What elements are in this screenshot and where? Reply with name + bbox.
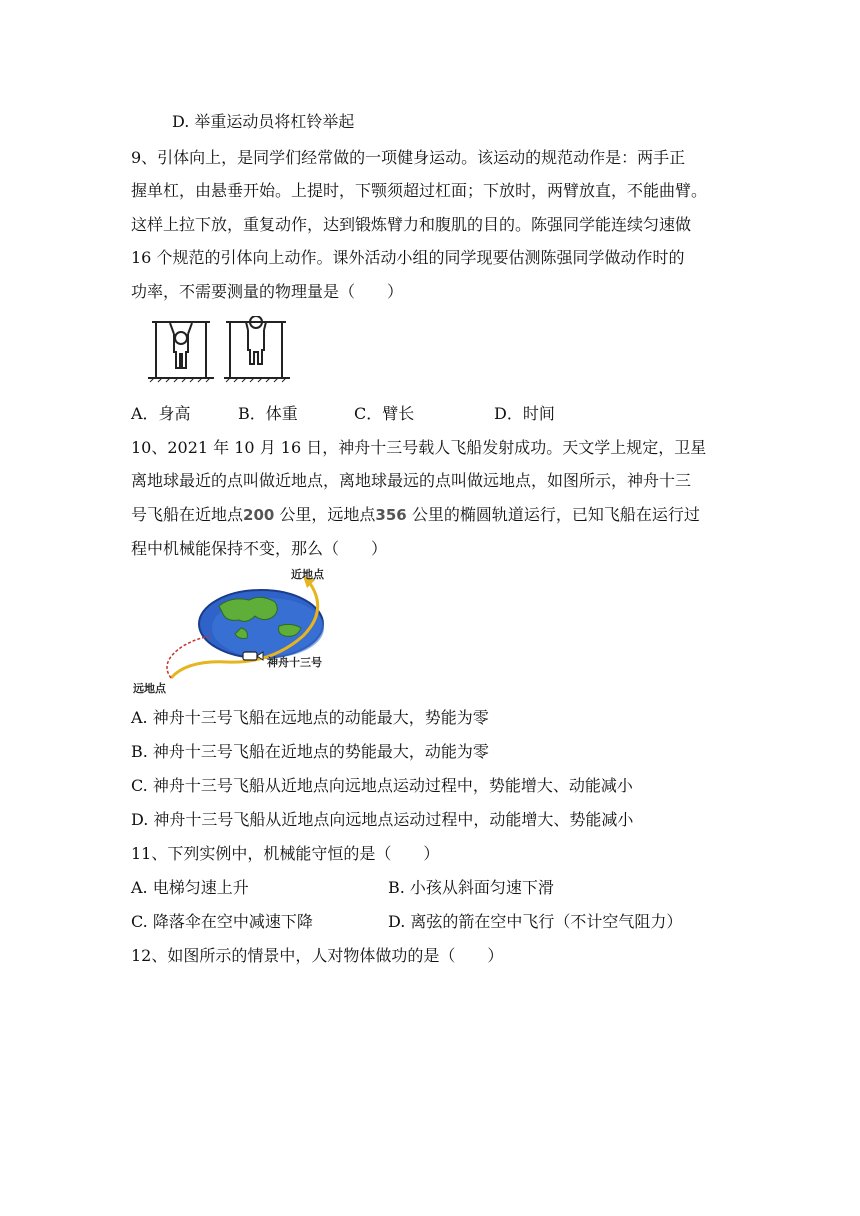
q9-option-a[interactable]: A．身高 [131, 404, 191, 423]
perigee-distance-value: 200 [243, 506, 275, 524]
q9-stem-line: 16 个规范的引体向上动作。课外活动小组的同学现要估测陈强同学做动作时的 [131, 248, 685, 267]
q9-option-d[interactable]: D．时间 [494, 404, 555, 423]
q11-option-d[interactable]: D. 离弦的箭在空中飞行（不计空气阻力） [388, 912, 683, 931]
q9-option-c[interactable]: C．臂长 [354, 404, 415, 423]
perigee-label: 近地点 [291, 568, 324, 581]
q10-stem-line: 离地球最近的点叫做近地点，离地球最远的点叫做远地点，如图所示，神舟十三 [131, 471, 692, 490]
q10-stem-line [131, 505, 700, 525]
spacecraft-label: 神舟十三号 [267, 656, 322, 669]
q11-option-a[interactable]: A. 电梯匀速上升 [131, 878, 249, 897]
orbit-figure [131, 566, 371, 694]
q11-option-c[interactable]: C. 降落伞在空中减速下降 [131, 912, 313, 931]
q10-stem-line: 10、2021 年 10 月 16 日，神舟十三号载人飞船发射成功。天文学上规定，卫星 [131, 438, 707, 457]
q9-option-b[interactable]: B．体重 [238, 404, 298, 423]
q10-option-b[interactable]: B. 神舟十三号飞船在近地点的势能最大，动能为零 [131, 742, 489, 761]
q10-option-d[interactable]: D. 神舟十三号飞船从近地点向远地点运动过程中，动能增大、势能减小 [131, 810, 634, 829]
orbit-path [167, 636, 211, 678]
q11-stem: 11、下列实例中，机械能守恒的是（ ） [131, 844, 440, 863]
q11-option-b[interactable]: B. 小孩从斜面匀速下滑 [388, 878, 554, 897]
earth-land [219, 597, 277, 621]
pull-up-frame-hanging [148, 322, 214, 378]
apogee-label: 远地点 [133, 682, 166, 694]
q10-text: 公里的椭圆轨道运行，已知飞船在运行过 [406, 505, 700, 524]
q8-option-d: D. 举重运动员将杠铃举起 [172, 112, 355, 131]
q9-stem-line: 9、引体向上，是同学们经常做的一项健身运动。该运动的规范动作是：两手正 [131, 148, 686, 167]
q9-stem-line: 握单杠，由悬垂开始。上提时，下颚须超过杠面；下放时，两臂放直，不能曲臂。 [131, 181, 708, 200]
q12-stem: 12、如图所示的情景中，人对物体做功的是（ ） [131, 946, 504, 965]
q10-text: 号飞船在近地点 [131, 505, 244, 524]
apogee-distance-value: 356 [375, 506, 407, 524]
q10-option-a[interactable]: A. 神舟十三号飞船在远地点的动能最大，势能为零 [131, 708, 489, 727]
q9-stem-line: 功率，不需要测量的物理量是（ ） [131, 282, 404, 301]
pull-up-figure [146, 316, 296, 386]
q9-stem-line: 这样上拉下放，重复动作，达到锻炼臂力和腹肌的目的。陈强同学能连续匀速做 [131, 215, 692, 234]
q10-option-c[interactable]: C. 神舟十三号飞船从近地点向远地点运动过程中，势能增大、动能减小 [131, 776, 633, 795]
pull-up-frame-raised [224, 316, 290, 378]
q10-text: 公里，远地点 [274, 505, 376, 524]
q10-stem-line: 程中机械能保持不变，那么（ ） [131, 539, 388, 558]
